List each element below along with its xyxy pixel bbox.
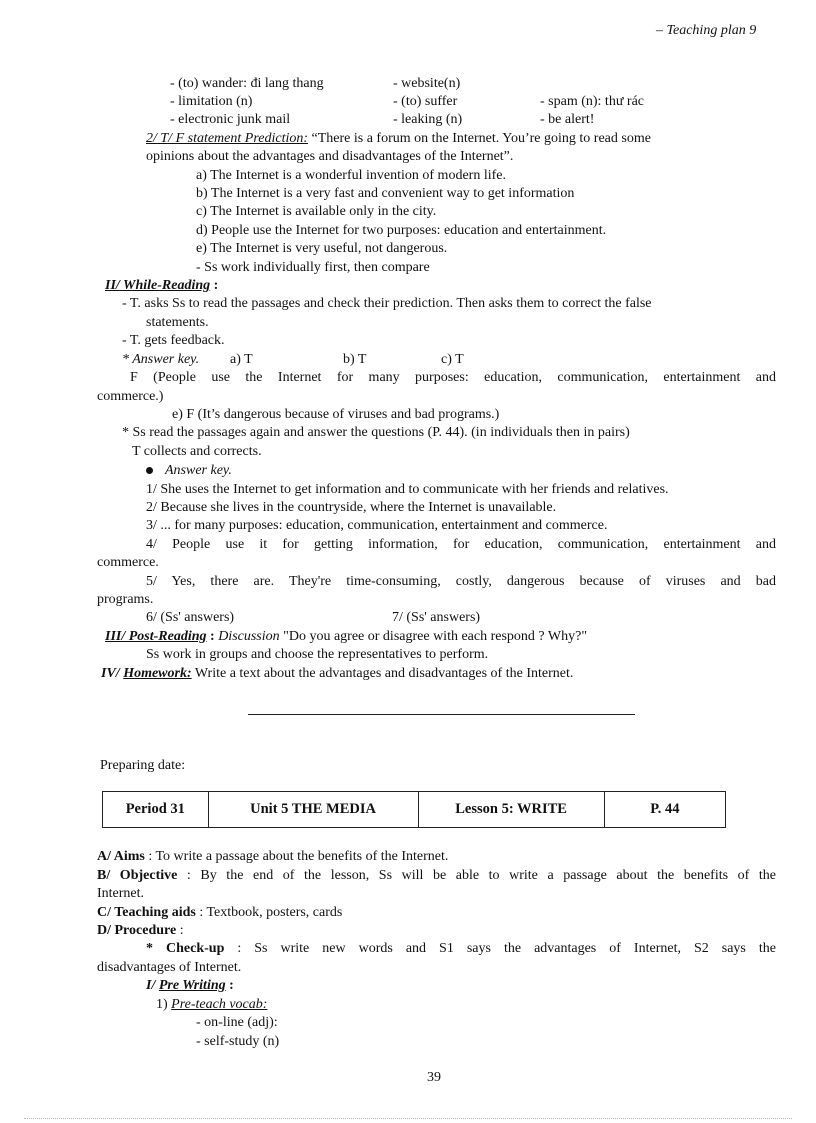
vocab-item: - spam (n): thư rác [540,94,644,109]
pre-writing-line [146,977,234,994]
while-reading-heading: II/ While-Reading [105,278,211,293]
answer-key-item: a) T [230,352,253,367]
collect-instruction: T collects and corrects. [132,444,262,459]
answer-5-cont: programs. [97,592,154,607]
answer-key-e: e) F (It’s dangerous because of viruses and bad programs.) [172,407,500,422]
vocab-item: - (to) wander: đi lang thang [170,76,324,91]
answer-5: 5/ Yes, there are. They're time-consuming, costly, dangerous because of viruses and bad [146,574,776,589]
vocab-item: - leaking (n) [393,112,463,127]
answer-7: 7/ (Ss' answers) [392,610,481,625]
procedure-line [97,922,184,939]
section-divider [248,714,635,715]
vocab-item: - (to) suffer [393,94,458,109]
page-number: 39 [427,1070,441,1085]
answer-2: 2/ Because she lives in the countryside, where the Internet is unavailable. [146,500,557,515]
answer-key-d-cont: commerce.) [97,389,164,404]
answer-4: 4/ People use it for getting information, for education, communication, entertainment and [146,537,776,552]
vocab-selfstudy: - self-study (n) [196,1034,280,1049]
aids-label: C/ Teaching aids [97,905,196,920]
vocab-item: - electronic junk mail [170,112,291,127]
vocab-item: - website(n) [393,76,461,91]
period-cell: Period 31 [103,792,209,828]
post-reading-task: Ss work in groups and choose the representatives to perform. [146,647,489,662]
answer-4-cont: commerce. [97,555,159,570]
preparing-date: Preparing date: [100,758,186,773]
homework-label: Homework: [123,666,192,681]
vocab-item: - be alert! [540,112,595,127]
pre-writing-heading: Pre Writing [158,978,226,993]
preteach-line [156,996,267,1013]
preteach-label: Pre-teach vocab: [171,997,268,1012]
homework-text: Write a text about the advantages and disadvantages of the Internet. [191,666,574,681]
bullet-icon [146,467,153,474]
prediction-statement: c) The Internet is available only in the city. [196,204,437,219]
prediction-note: - Ss work individually first, then compare [196,260,430,275]
while-reading-step-cont: statements. [146,315,209,330]
post-reading-line [105,628,587,645]
prediction-intro: “There is a forum on the Internet. You’re going to read some [311,131,651,146]
prediction-statement: e) The Internet is very useful, not dangerous. [196,241,448,256]
answer-1: 1/ She uses the Internet to get information and to communicate with her friends and relatives. [146,482,669,497]
aids-line [97,904,342,921]
answer-6: 6/ (Ss' answers) [146,610,235,625]
objective-label: B/ Objective [97,868,178,883]
pre-writing-colon: : [225,978,234,993]
prediction-heading: 2/ T/ F statement Prediction: [146,131,309,146]
checkup-label: * Check-up [146,941,225,956]
post-reading-colon: : [206,629,219,644]
reread-instruction: * Ss read the passages again and answer the questions (P. 44). (in individuals then in pairs) [122,425,630,440]
vocab-item: - limitation (n) [170,94,253,109]
answer-key-2-line [146,462,232,479]
prediction-heading-line [146,130,651,147]
procedure-label: D/ Procedure [97,923,177,938]
unit-cell: Unit 5 THE MEDIA [208,792,418,828]
prediction-intro-cont: opinions about the advantages and disadvantages of the Internet”. [146,149,514,164]
checkup-cont: disadvantages of Internet. [97,960,242,975]
while-reading-heading-line [105,277,218,294]
post-reading-heading: III/ Post-Reading [105,629,207,644]
answer-key-d: F (People use the Internet for many purposes: education, communication, entertainment and [130,370,776,385]
checkup-text: : Ss write new words and S1 says the advantages of Internet, S2 says the [224,941,776,956]
objective-text: : By the end of the lesson, Ss will be able to write a passage about the benefits of the [177,868,776,883]
objective-cont: Internet. [97,886,145,901]
footer-divider [24,1118,792,1119]
homework-line [101,665,573,682]
while-reading-step: - T. asks Ss to read the passages and check their prediction. Then asks them to correct the false [122,296,652,311]
aims-label: A/ Aims [97,849,145,864]
while-reading-step: - T. gets feedback. [122,333,225,348]
homework-number: IV/ [101,666,124,681]
page-cell: P. 44 [604,792,725,828]
lesson-info-table [102,791,726,828]
prediction-statement: a) The Internet is a wonderful invention of modern life. [196,168,506,183]
prediction-statement: d) People use the Internet for two purposes: education and entertainment. [196,223,607,238]
checkup-line [146,940,776,957]
aids-text: : Textbook, posters, cards [195,905,343,920]
vocab-online: - on-line (adj): [196,1015,278,1030]
answer-key-label: * Answer key. [122,352,200,367]
objective-line [97,867,776,884]
discussion-label: Discussion [218,629,280,644]
pre-writing-number: I/ [146,978,159,993]
answer-key-2-label: Answer key. [165,463,232,478]
while-reading-colon: : [210,278,219,293]
answer-3: 3/ ... for many purposes: education, communication, entertainment and commerce. [146,518,608,533]
prediction-statement: b) The Internet is a very fast and convenient way to get information [196,186,575,201]
lesson-cell: Lesson 5: WRITE [418,792,604,828]
procedure-colon: : [176,923,184,938]
discussion-text: "Do you agree or disagree with each respond ? Why?" [279,629,588,644]
preteach-number: 1) [156,997,172,1012]
header-title: – Teaching plan 9 [656,23,757,38]
aims-line [97,848,448,865]
answer-key-item: b) T [343,352,367,367]
aims-text: : To write a passage about the benefits of the Internet. [144,849,449,864]
answer-key-item: c) T [441,352,464,367]
